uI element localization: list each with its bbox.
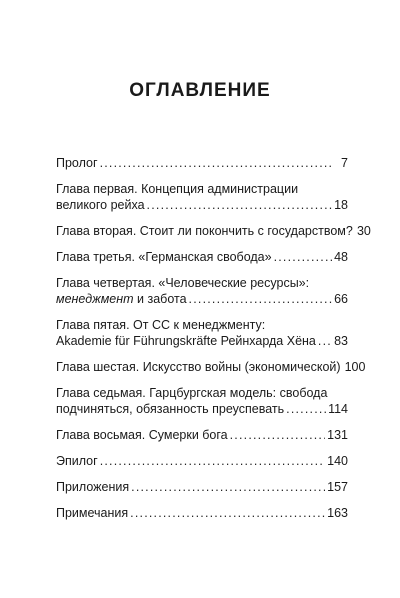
toc-entry-chapter-4[interactable] <box>56 275 348 307</box>
toc-entry-epilogue[interactable] <box>56 453 348 469</box>
table-of-contents <box>56 155 371 531</box>
toc-entry-title: Глава шестая. Искусство войны (экономической) <box>56 360 341 374</box>
dot-leader <box>100 453 325 469</box>
dot-leader <box>131 479 325 495</box>
toc-entry-chapter-7[interactable] <box>56 385 348 417</box>
dot-leader <box>230 427 326 443</box>
toc-page-number: 114 <box>328 402 348 416</box>
toc-page-number: 83 <box>334 334 348 348</box>
toc-entry-notes[interactable] <box>56 505 348 521</box>
toc-page-number: 18 <box>334 198 348 212</box>
toc-page-number: 7 <box>341 156 348 170</box>
dot-leader <box>274 249 332 265</box>
toc-entry-title: Глава вторая. Стоит ли покончить с государством? <box>56 224 353 238</box>
toc-page-number: 163 <box>327 506 348 520</box>
dot-leader <box>147 197 332 213</box>
toc-page-number: 157 <box>327 480 348 494</box>
title-rest: и забота <box>133 292 187 306</box>
dot-leader <box>130 505 325 521</box>
dot-leader <box>318 333 332 349</box>
toc-entry-title: Эпилог <box>56 454 98 468</box>
toc-entry-title-cont: Akademie für Führungskräfte Рейнхарда Хёна <box>56 334 316 348</box>
dot-leader <box>286 401 326 417</box>
toc-entry-title: Глава седьмая. Гарцбургская модель: свобода <box>56 386 328 400</box>
toc-entry-title: Примечания <box>56 506 129 520</box>
toc-entry-chapter-3[interactable] <box>56 249 348 265</box>
toc-entry-title: Глава пятая. От СС к менеджменту: <box>56 318 266 332</box>
toc-entry-appendices[interactable] <box>56 479 348 495</box>
toc-entry-prologue[interactable] <box>56 155 348 171</box>
toc-entry-title-cont: подчиняться, обязанность преуспевать <box>56 402 285 416</box>
toc-page-number: 66 <box>334 292 348 306</box>
toc-entry-title: Глава восьмая. Сумерки бога <box>56 428 228 442</box>
italic-word: менеджмент <box>56 292 134 306</box>
toc-entry-chapter-8[interactable] <box>56 427 348 443</box>
page-title: ОГЛАВЛЕНИЕ <box>129 80 271 101</box>
toc-entry-chapter-2[interactable] <box>56 223 371 239</box>
toc-entry-chapter-5[interactable] <box>56 317 348 349</box>
toc-entry-title: Глава третья. «Германская свобода» <box>56 250 272 264</box>
toc-entry-title: Глава первая. Концепция администрации <box>56 182 299 196</box>
toc-page-number: 100 <box>344 360 366 374</box>
toc-page-number: 48 <box>334 250 348 264</box>
dot-leader <box>189 291 332 307</box>
toc-entry-title-cont: великого рейха <box>56 198 145 212</box>
toc-entry-title: Пролог <box>56 156 98 170</box>
toc-entry-chapter-6[interactable] <box>56 359 366 375</box>
toc-entry-chapter-1[interactable] <box>56 181 348 213</box>
toc-page-number: 30 <box>356 224 371 238</box>
toc-page-number: 131 <box>327 428 348 442</box>
toc-entry-title: Приложения <box>56 480 130 494</box>
toc-page-number: 140 <box>327 454 348 468</box>
toc-entry-title-cont <box>56 291 187 307</box>
dot-leader <box>100 155 332 171</box>
toc-entry-title: Глава четвертая. «Человеческие ресурсы»: <box>56 276 310 290</box>
